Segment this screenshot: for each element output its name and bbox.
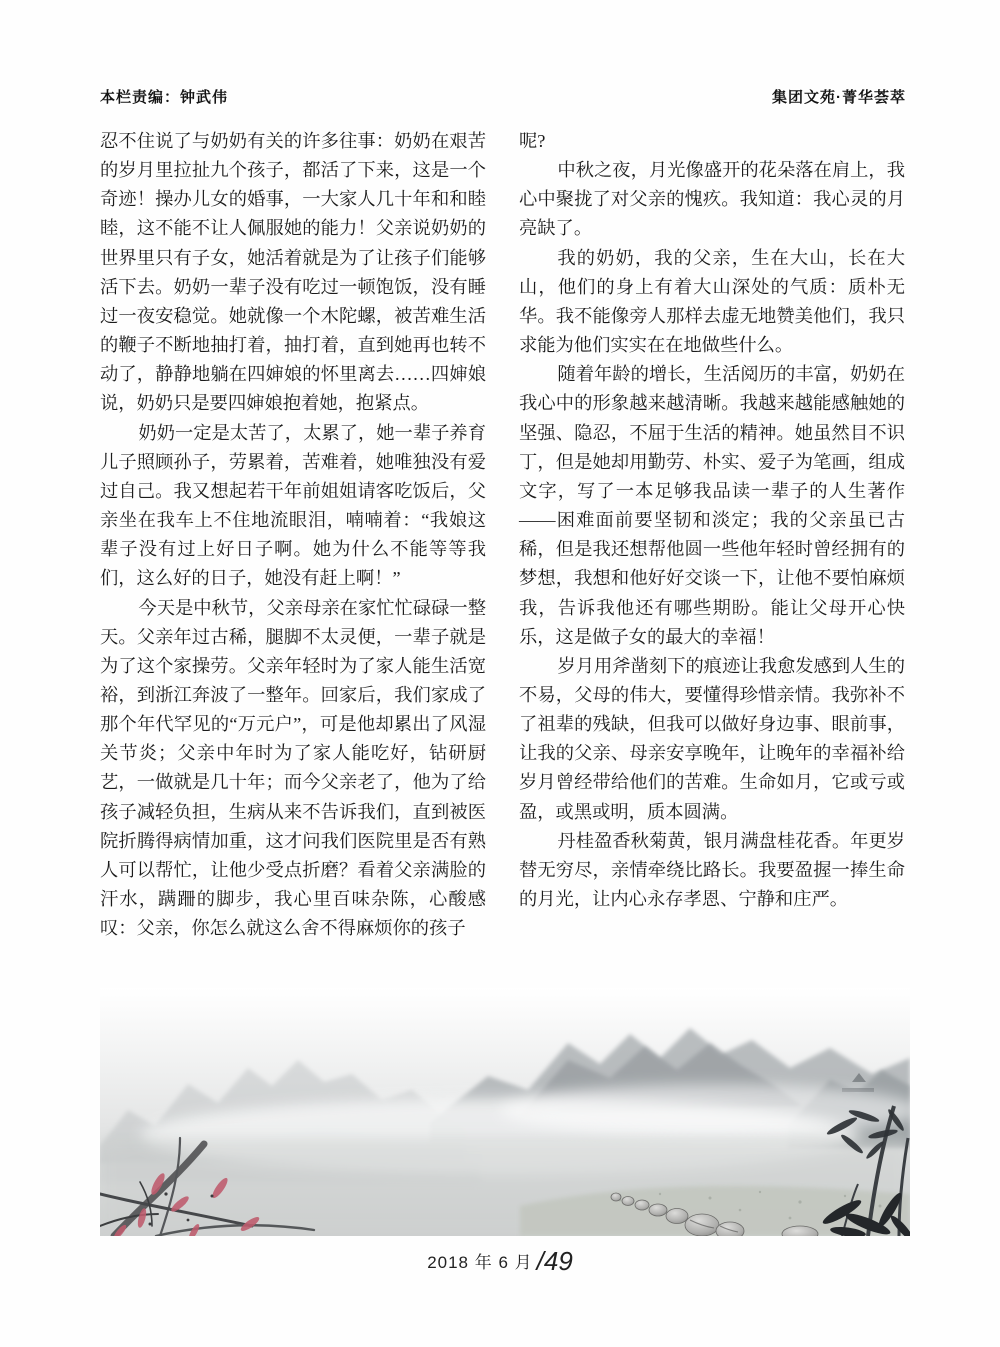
paragraph: 丹桂盈香秋菊黄，银月满盘桂花香。年更岁替无穷尽，亲情牵绕比路长。我要盈握一捧生命的月光，让内心永存孝恩、宁静和庄严。 <box>519 830 905 910</box>
header-editor-note: 本栏责编：钟武伟 <box>100 89 229 106</box>
ink-landscape-svg <box>100 988 910 1236</box>
paragraph: 我的奶奶，我的父亲，生在大山，长在大山，他们的身上有着大山深处的气质：质朴无华。我不能像旁人那样去虚无地赞美他们，我只求能为他们实实在在地做些什么。 <box>519 247 905 356</box>
paragraph: 随着年龄的增长，生活阅历的丰富，奶奶在我心中的形象越来越清晰。我越来越能感触她的坚强、隐忍，不屈于生活的精神。她虽然目不识丁，但是她却用勤劳、朴实、爱子为笔画，组成文字，写了一本足够我品读一辈子的人生著作——困难面前要坚韧和淡定；我的父亲虽已古稀，但是我还想帮他圆一些他年轻时曾经拥有的梦想，我想和他好好交谈一下，让他不要怕麻烦我，告诉我他还有哪些期盼。能让父母开心快乐，这是做子女的最大的幸福！ <box>519 364 905 647</box>
paragraph: 呢? <box>519 131 546 151</box>
ink-landscape-image <box>100 988 910 1236</box>
footer-page-number: /49 <box>536 1246 573 1276</box>
paragraph: 今天是中秋节，父亲母亲在家忙忙碌碌一整天。父亲年过古稀，腿脚不太灵便，一辈子就是为了这个家操劳。父亲年轻时为了家人能生活宽裕，到浙江奔波了一整年。回家后，我们家成了那个年代罕见的“万元户”，可是他却累出了风湿关节炎；父亲中年时为了家人能吃好，钻研厨艺，一做就是几十年；而今父亲老了，他为了给孩子减轻负担，生病从来不告诉我们，直到被医院折腾得病情加重，这才问我们医院里是否有熟人可以帮忙，让他少受点折磨？看着父亲满脸的汗水，蹒跚的脚步，我心里百味杂陈，心酸感叹：父亲，你怎么就这么舍不得麻烦你的孩子 <box>100 597 486 939</box>
paragraph: 岁月用斧凿刻下的痕迹让我愈发感到人生的不易，父母的伟大，要懂得珍惜亲情。我弥补不了祖辈的残缺，但我可以做好身边事、眼前事，让我的父亲、母亲安享晚年，让晚年的幸福补给岁月曾经带给他们的苦难。生命如月，它或亏或盈，或黑或明，质本圆满。 <box>519 655 905 822</box>
article-body <box>100 127 906 943</box>
article-column-left <box>100 127 486 943</box>
paragraph: 忍不住说了与奶奶有关的许多往事：奶奶在艰苦的岁月里拉扯九个孩子，都活了下来，这是一个奇迹！操办儿女的婚事，一大家人几十年和和睦睦，这不能不让人佩服她的能力！父亲说奶奶的世界里只有子女，她活着就是为了让孩子们能够活下去。奶奶一辈子没有吃过一顿饱饭，没有睡过一夜安稳觉。她就像一个木陀螺，被苦难生活的鞭子不断地抽打着，抽打着，直到她再也转不动了，静静地躺在四婶娘的怀里离去……四婶娘说，奶奶只是要四婶娘抱着她，抱紧点。 <box>100 131 486 414</box>
header-section-title: 集团文苑·菁华荟萃 <box>772 89 906 106</box>
footer-date: 2018 年 6 月 <box>427 1253 533 1272</box>
page-header <box>100 86 906 107</box>
paragraph: 奶奶一定是太苦了，太累了，她一辈子养育儿子照顾孙子，劳累着，苦难着，她唯独没有爱过自己。我又想起若干年前姐姐请客吃饭后，父亲坐在我车上不住地流眼泪，喃喃着：“我娘这辈子没有过上好日子啊。她为什么不能等等我们，这么好的日子，她没有赶上啊！” <box>100 422 486 589</box>
paragraph: 中秋之夜，月光像盛开的花朵落在肩上，我心中聚拢了对父亲的愧疚。我知道：我心灵的月亮缺了。 <box>519 160 905 239</box>
article-column-right <box>519 127 905 943</box>
page-footer <box>0 1246 1000 1277</box>
